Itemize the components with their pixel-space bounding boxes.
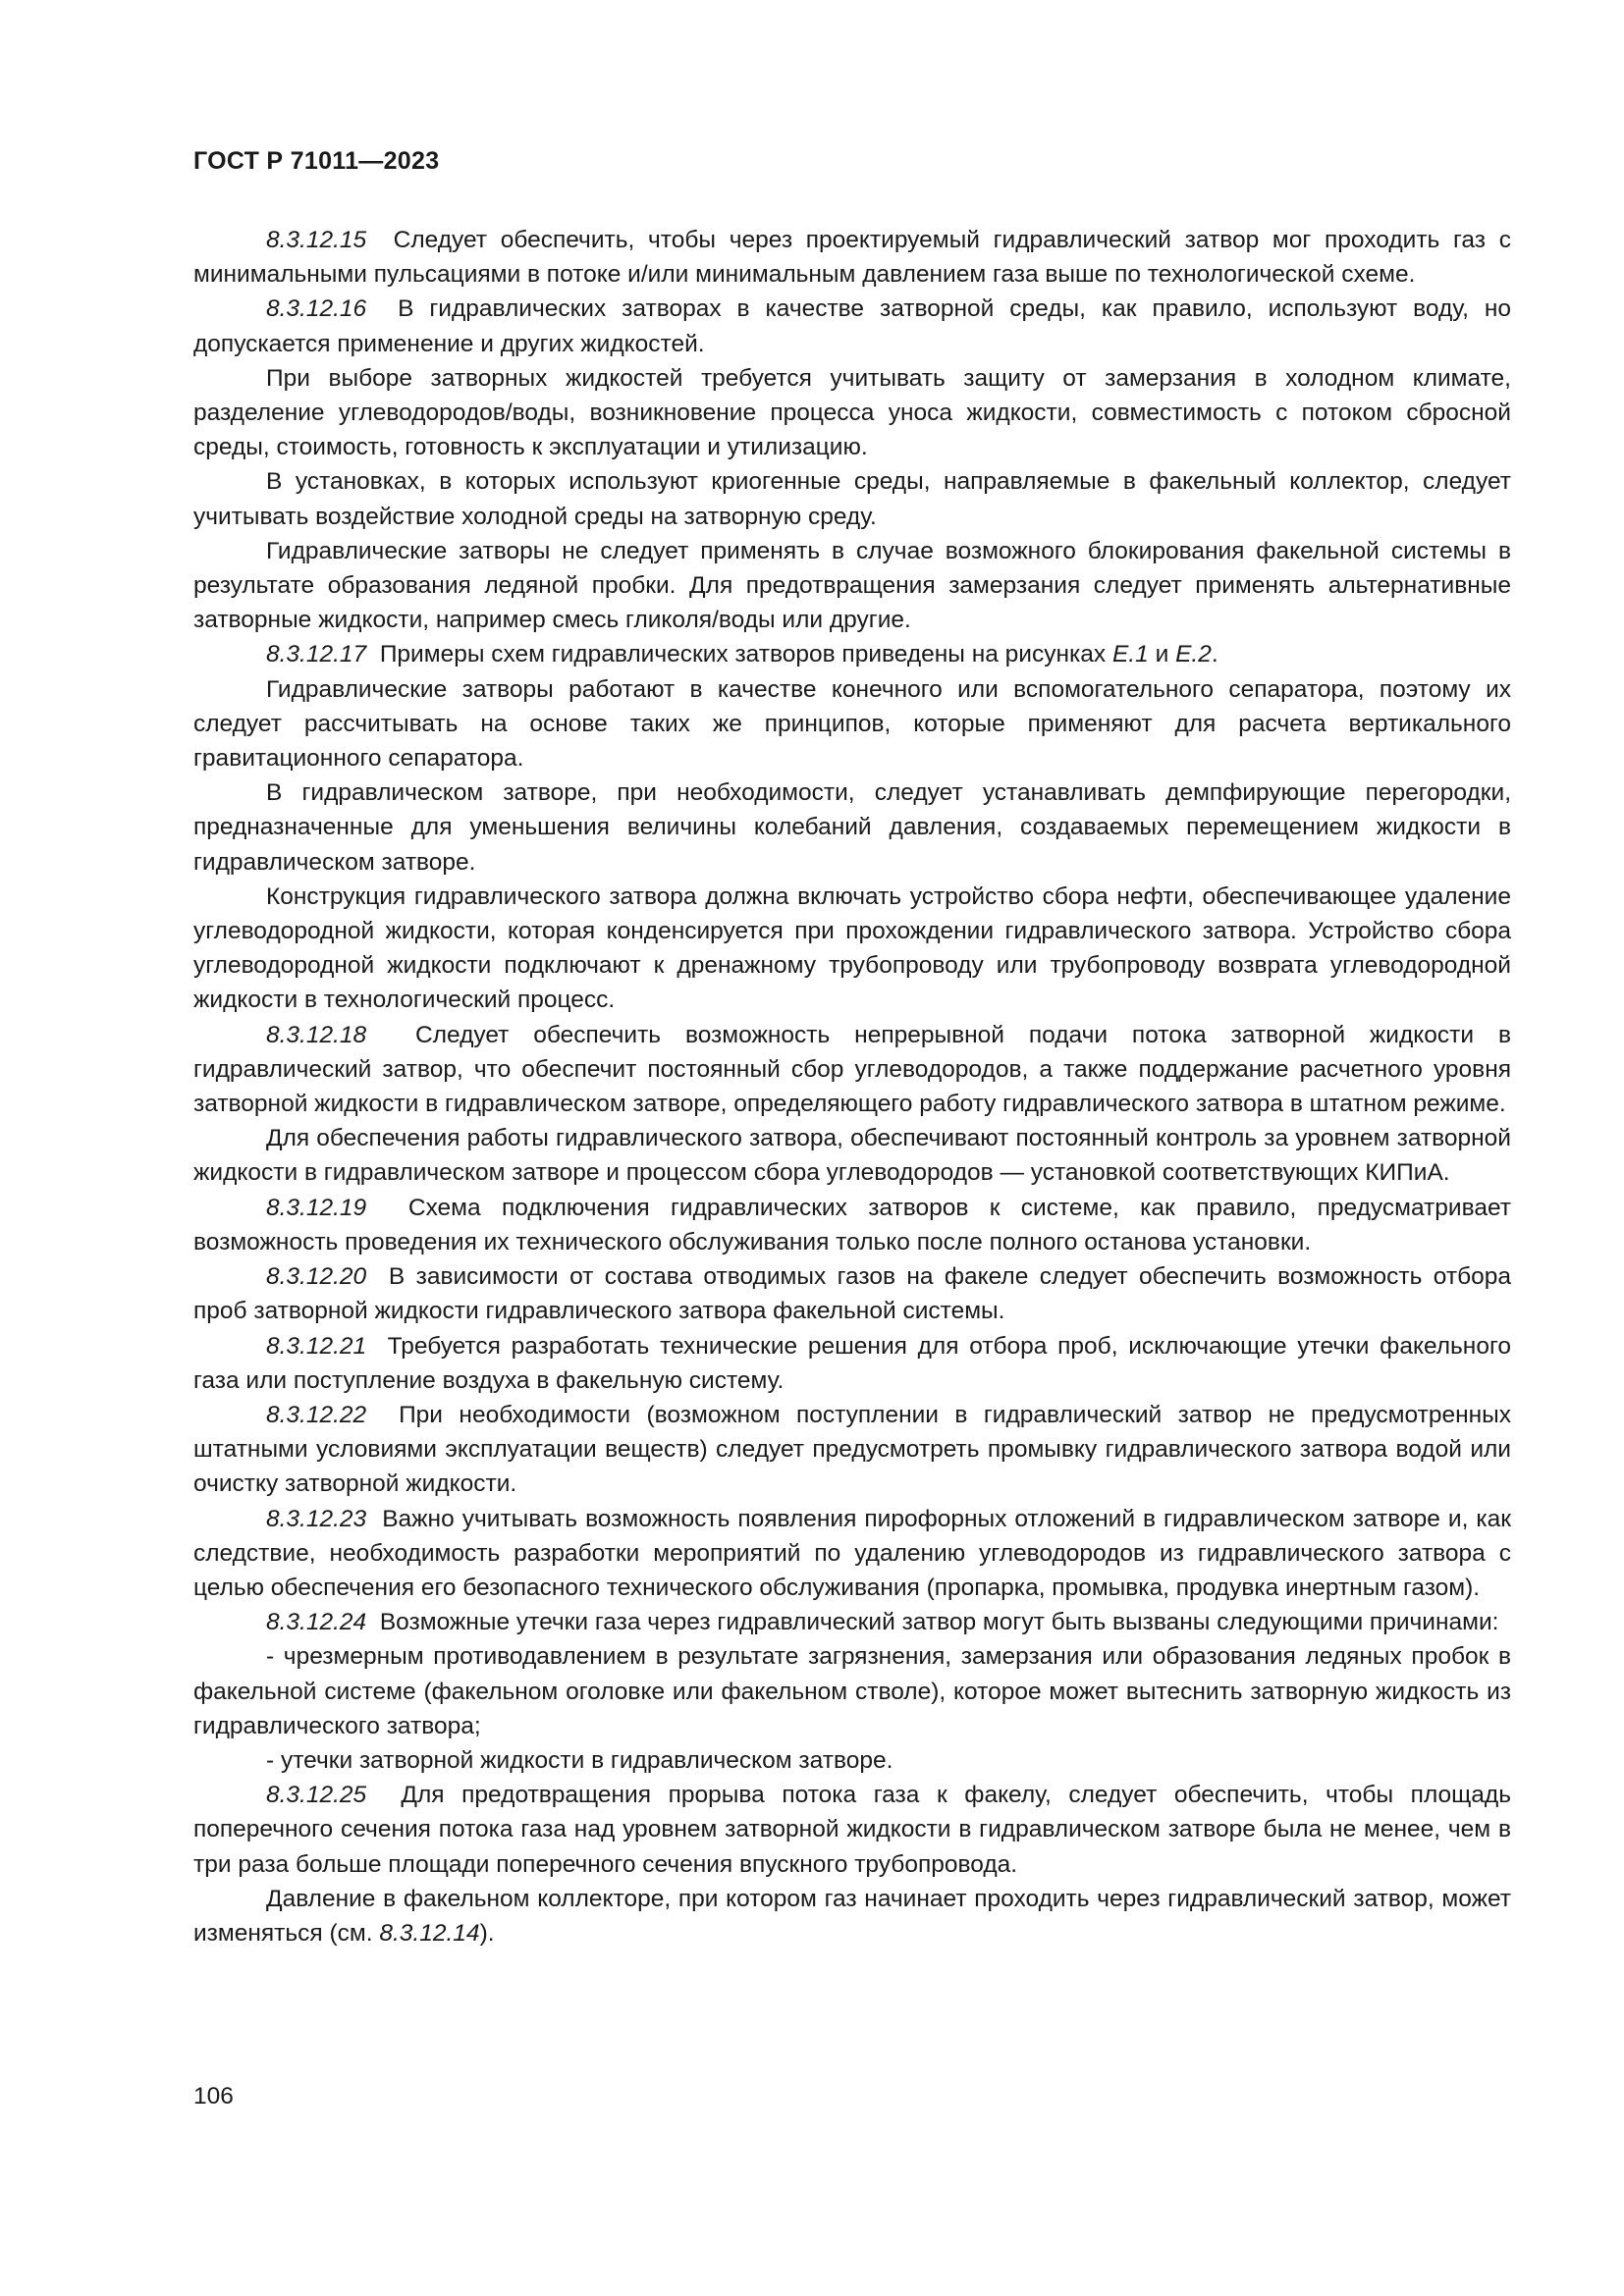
document-header: ГОСТ Р 71011—2023 [193,147,440,175]
clause-number: 8.3.12.25 [266,1782,367,1809]
paragraph [193,464,1511,533]
clause-reference: 8.3.12.14 [379,1919,480,1947]
conjunction: и [1155,641,1169,668]
paragraph-8-3-12-24 [193,1605,1511,1639]
clause-number: 8.3.12.19 [266,1194,367,1221]
paragraph-text: Следует обеспечить возможность непрерывной подачи потока затворной жидкости в гидравлический затвор, что обеспечит постоянный сбор углеводородов, а также поддержание расчетного уровня затворной жидкости в гидравлическом затворе, определяющего работу гидравлического затвора в штатном режиме. [193,1021,1511,1118]
document-body [193,223,1511,1950]
paragraph-8-3-12-21 [193,1329,1511,1398]
paragraph-text: - утечки затворной жидкости в гидравлическом затворе. [266,1746,893,1774]
paragraph-8-3-12-19 [193,1191,1511,1259]
clause-number: 8.3.12.16 [266,295,367,323]
paragraph-8-3-12-22 [193,1398,1511,1502]
clause-number: 8.3.12.21 [266,1332,367,1360]
paragraph-text: В гидравлических затворах в качестве затворной среды, как правило, используют воду, но допускается применение и других жидкостей. [193,295,1511,357]
list-item [193,1743,1511,1778]
paragraph [193,361,1511,465]
paragraph-8-3-12-18 [193,1018,1511,1122]
paragraph [193,775,1511,880]
paragraph-text: Давление в факельном коллекторе, при котором газ начинает проходить через гидравлический затвор, может изменяться (см. [193,1885,1511,1947]
punctuation: ). [479,1919,495,1947]
paragraph [193,1882,1511,1950]
paragraph-text: Примеры схем гидравлических затворов приведены на рисунках [379,641,1107,668]
paragraph-8-3-12-20 [193,1259,1511,1328]
page-number: 106 [193,2083,234,2109]
clause-number: 8.3.12.17 [266,641,367,668]
clause-number: 8.3.12.20 [266,1263,367,1291]
list-item [193,1639,1511,1743]
paragraph-text: Следует обеспечить, чтобы через проектируемый гидравлический затвор мог проходить газ с минимальными пульсациями в потоке и/или минимальным давлением газа выше по технологической схеме. [193,227,1511,289]
paragraph-text: Для предотвращения прорыва потока газа к факелу, следует обеспечить, чтобы площадь поперечного сечения потока газа над уровнем затворной жидкости в гидравлическом затворе была не менее, чем в три раза больше площади поперечного сечения впускного трубопровода. [193,1782,1511,1878]
paragraph-text: В зависимости от состава отводимых газов на факеле следует обеспечить возможность отбора проб затворной жидкости гидравлического затвора факельной системы. [193,1263,1511,1325]
paragraph [193,1121,1511,1190]
paragraph-text: Гидравлические затворы не следует применять в случае возможного блокирования факельной системы в результате образования ледяной пробки. Для предотвращения замерзания следует применять альтернативные затворные жидкости, например смесь гликоля/воды или другие. [193,537,1511,634]
clause-number: 8.3.12.24 [266,1609,367,1636]
paragraph-text: Конструкция гидравлического затвора должна включать устройство сбора нефти, обеспечивающее удаление углеводородной жидкости, которая конденсируется при прохождении гидравлического затвора. Устройство сбора углеводородной жидкости подключают к дренажному трубопроводу или трубопроводу возврата углеводородной жидкости в технологический процесс. [193,882,1511,1014]
punctuation: . [1211,641,1218,668]
paragraph-8-3-12-15 [193,223,1511,292]
paragraph [193,672,1511,776]
paragraph [193,534,1511,638]
clause-number: 8.3.12.15 [266,227,367,253]
paragraph-text: Требуется разработать технические решения для отбора проб, исключающие утечки факельного газа или поступление воздуха в факельную систему. [193,1332,1511,1394]
clause-number: 8.3.12.22 [266,1401,367,1428]
paragraph-8-3-12-23 [193,1502,1511,1606]
clause-number: 8.3.12.18 [266,1021,367,1048]
paragraph-text: При необходимости (возможном поступлении в гидравлический затвор не предусмотренных штатными условиями эксплуатации веществ) следует предусмотреть промывку гидравлического затвора водой или очистку затворной жидкости. [193,1401,1512,1498]
paragraph-text: Схема подключения гидравлических затворов к системе, как правило, предусматривает возможность проведения их технического обслуживания только после полного останова установки. [193,1194,1511,1255]
paragraph-8-3-12-25 [193,1778,1511,1882]
paragraph-8-3-12-16 [193,292,1511,360]
figure-reference: Е.2 [1175,641,1212,668]
paragraph-text: Важно учитывать возможность появления пирофорных отложений в гидравлическом затворе и, как следствие, необходимость разработки мероприятий по удалению углеводородов из гидравлического затвора с целью обеспечения его безопасного технического обслуживания (пропарка, промывка, продувка инертным газом). [193,1505,1511,1601]
clause-number: 8.3.12.23 [266,1505,367,1532]
paragraph-text: Гидравлические затворы работают в качестве конечного или вспомогательного сепаратора, поэтому их следует рассчитывать на основе таких же принципов, которые применяют для расчета вертикального гравитационного сепаратора. [193,675,1511,773]
paragraph-text: В установках, в которых используют криогенные среды, направляемые в факельный коллектор, следует учитывать воздействие холодной среды на затворную среду. [193,468,1511,530]
paragraph-text: Возможные утечки газа через гидравлический затвор могут быть вызваны следующими причинами: [379,1609,1499,1636]
paragraph-text: В гидравлическом затворе, при необходимости, следует устанавливать демпфирующие перегородки, предназначенные для уменьшения величины колебаний давления, создаваемых перемещением жидкости в гидравлическом затворе. [193,779,1511,876]
paragraph-text: При выборе затворных жидкостей требуется учитывать защиту от замерзания в холодном климате, разделение углеводородов/воды, возникновение процесса уноса жидкости, совместимость с потоком сбросной среды, стоимость, готовность к эксплуатации и утилизацию. [193,364,1511,461]
paragraph [193,880,1511,1018]
figure-reference: Е.1 [1111,641,1149,668]
paragraph-text: - чрезмерным противодавлением в результате загрязнения, замерзания или образования ледяных пробок в факельной системе (факельном оголовке или факельном стволе), которое может вытеснить затворную жидкость из гидравлического затвора; [193,1643,1511,1739]
paragraph-text: Для обеспечения работы гидравлического затвора, обеспечивают постоянный контроль за уровнем затворной жидкости в гидравлическом затворе и процессом сбора углеводородов — установкой соответствующих КИПиА. [193,1125,1511,1187]
paragraph-8-3-12-17 [193,637,1511,671]
